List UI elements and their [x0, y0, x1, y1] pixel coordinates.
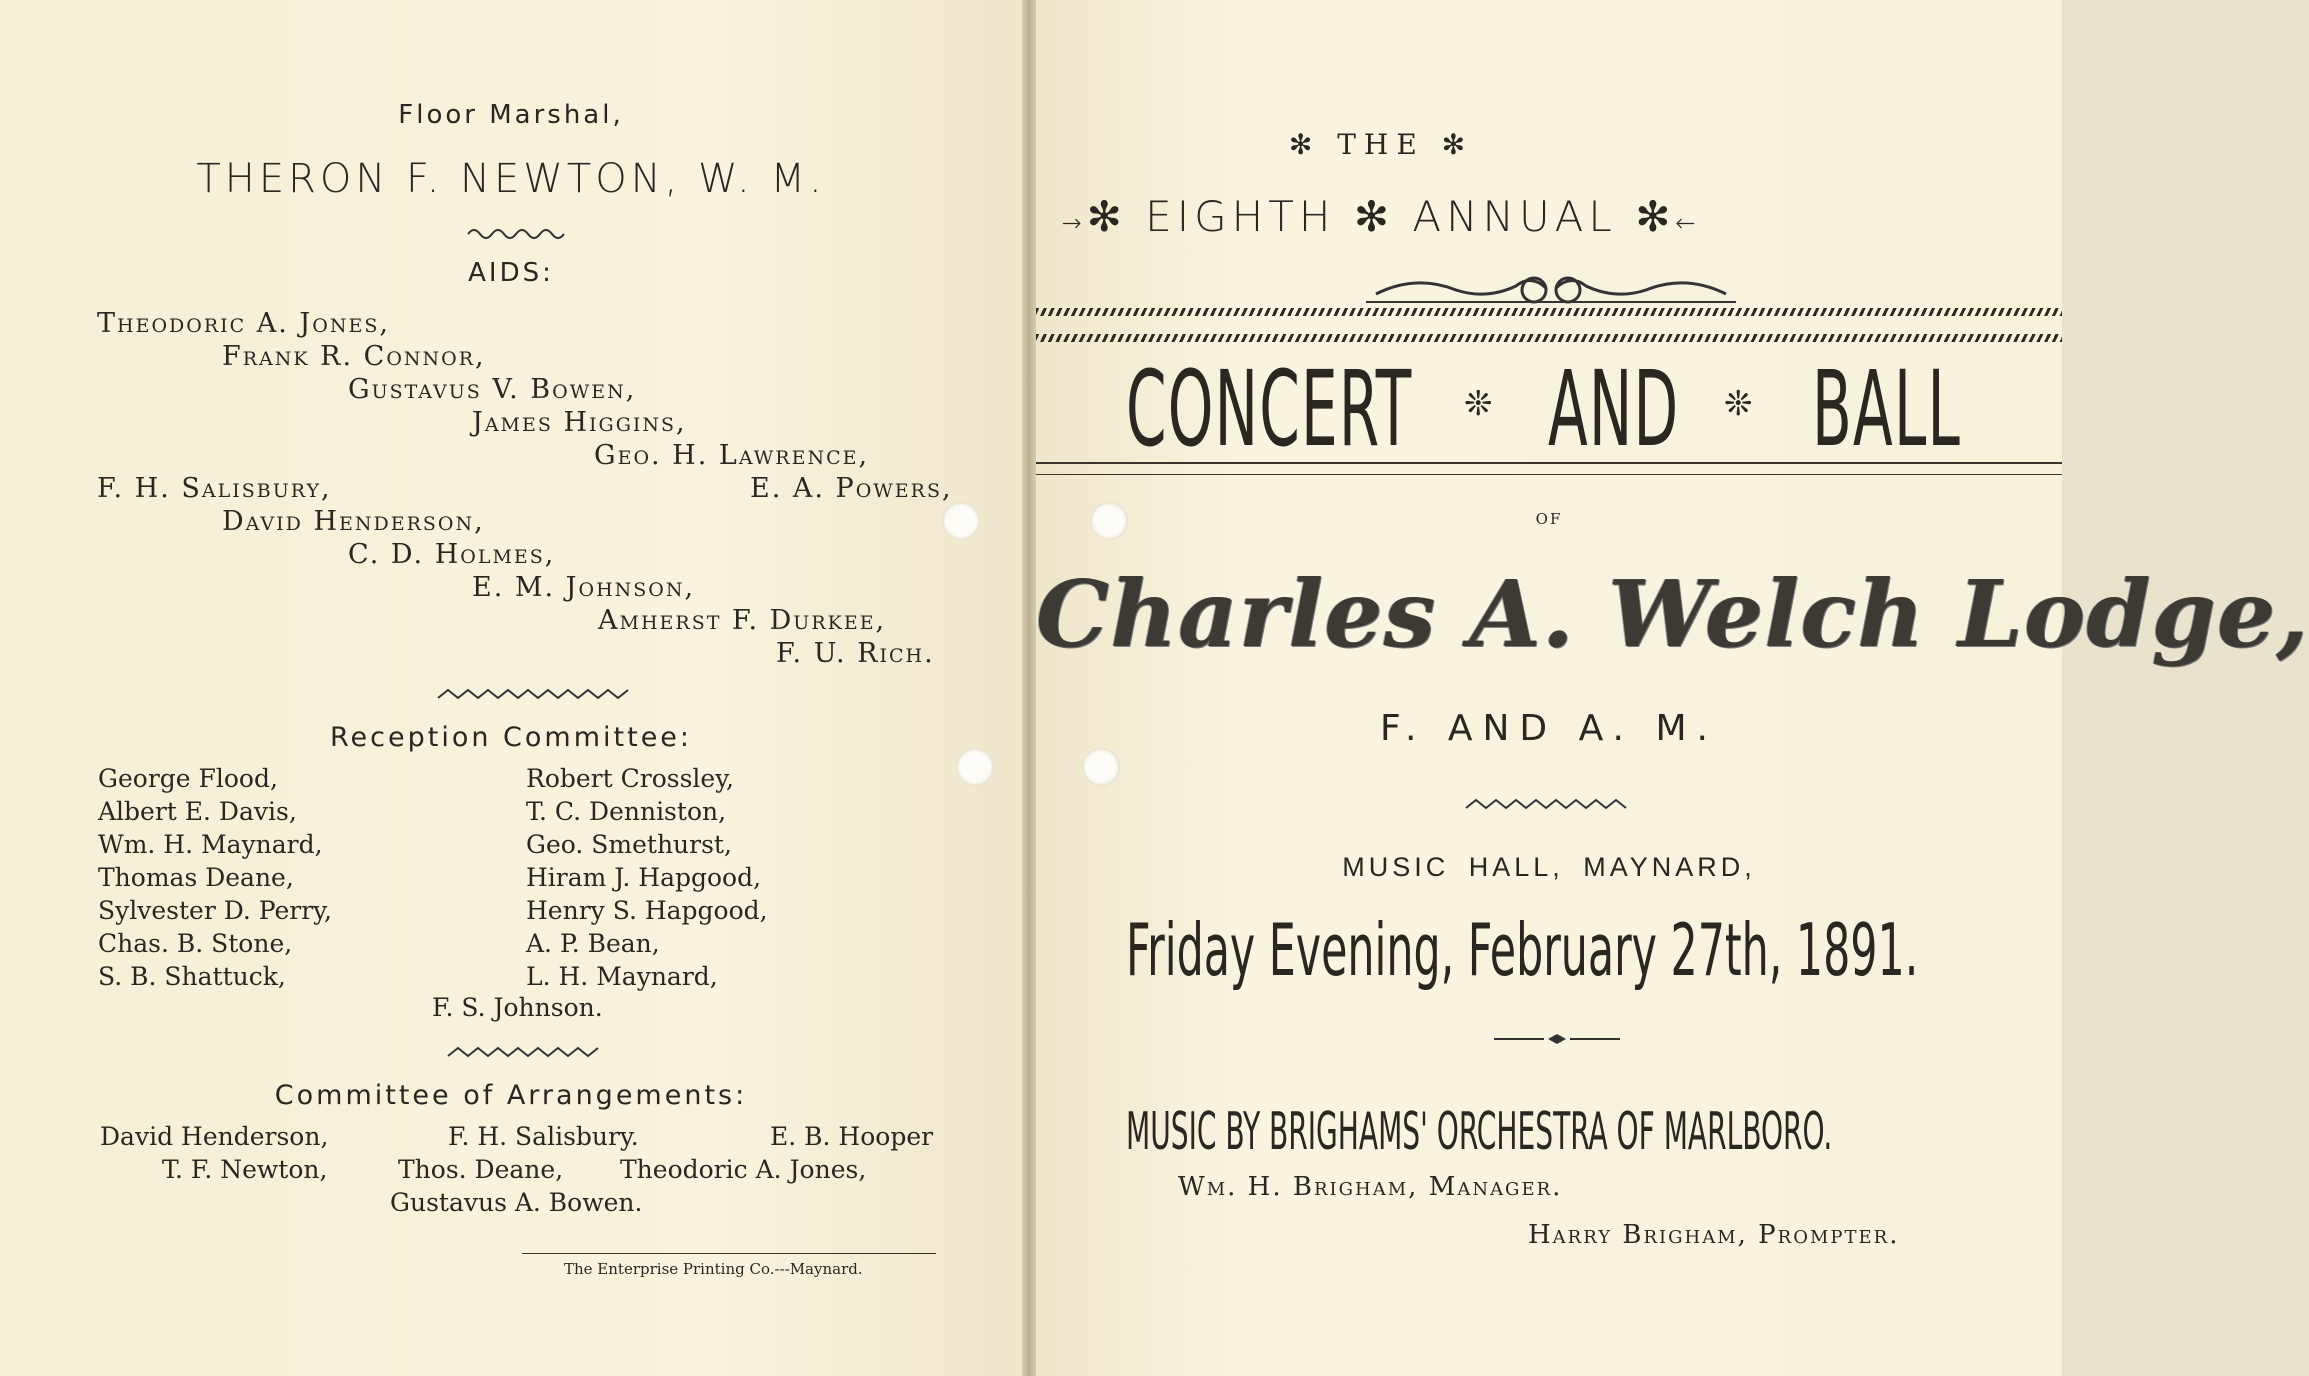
arrow-ornament: →: [1061, 209, 1087, 237]
lodge-name: Charles A. Welch Lodge,: [1036, 560, 2309, 668]
aid-name: E. M. Johnson,: [472, 572, 696, 603]
aid-name: Geo. H. Lawrence,: [594, 440, 870, 471]
punch-hole: [956, 748, 994, 786]
committee-member: Sylvester D. Perry,: [98, 896, 332, 925]
committee-member: F. S. Johnson.: [432, 993, 603, 1022]
reception-column-1: [98, 762, 332, 993]
committee-member: E. B. Hooper: [770, 1122, 934, 1151]
committee-member: F. H. Salisbury.: [448, 1122, 639, 1151]
eighth-word: EIGHTH: [1145, 192, 1336, 241]
squiggle-ornament: [436, 688, 636, 702]
reception-committee-label: Reception Committee:: [329, 722, 693, 753]
arrangements-committee-label: Committee of Arrangements:: [274, 1080, 748, 1111]
heading-rule: [1036, 474, 2062, 475]
hatched-rule: [1036, 334, 2062, 342]
heading-rule: [1036, 462, 2062, 464]
squiggle-ornament: [466, 226, 566, 240]
music-credit: MUSIC BY BRIGHAMS' ORCHESTRA OF MARLBORO.: [1126, 1102, 1833, 1162]
squiggle-ornament: [446, 1046, 606, 1060]
aid-name: Gustavus V. Bowen,: [348, 374, 637, 405]
fam-heading: F. AND A. M.: [1380, 708, 1718, 749]
punch-hole: [1082, 748, 1120, 786]
arrow-ornament: ←: [1675, 209, 1701, 237]
prompter-credit: Harry Brigham, Prompter.: [1528, 1220, 1900, 1250]
venue: MUSIC HALL, MAYNARD,: [1342, 852, 1756, 882]
aid-name: David Henderson,: [222, 506, 485, 537]
reception-column-2: [526, 762, 768, 993]
committee-member: L. H. Maynard,: [526, 962, 718, 991]
event-date: Friday Evening, February 27th, 1891.: [1126, 908, 1919, 992]
committee-member: S. B. Shattuck,: [98, 962, 286, 991]
ball-word: BALL: [1812, 348, 1962, 470]
committee-member: T. F. Newton,: [162, 1155, 328, 1184]
committee-member: Geo. Smethurst,: [526, 830, 732, 859]
committee-member: George Flood,: [98, 764, 278, 793]
committee-member: A. P. Bean,: [526, 929, 660, 958]
committee-member: Wm. H. Maynard,: [98, 830, 323, 859]
printer-rule: [522, 1253, 936, 1254]
aid-name: E. A. Powers,: [750, 473, 953, 504]
aid-name: James Higgins,: [472, 407, 687, 438]
committee-member: David Henderson,: [100, 1122, 329, 1151]
the-heading: [1036, 128, 1726, 161]
punch-hole: [1090, 502, 1128, 540]
manager-credit: Wm. H. Brigham, Manager.: [1178, 1172, 1563, 1202]
aid-name: F. U. Rich.: [776, 638, 935, 669]
committee-member: Albert E. Davis,: [98, 797, 297, 826]
committee-member: Thos. Deane,: [398, 1155, 564, 1184]
floor-marshal-label: Floor Marshal,: [398, 100, 624, 130]
committee-member: Chas. B. Stone,: [98, 929, 293, 958]
aid-name: Amherst F. Durkee,: [598, 605, 887, 636]
divider-ornament: [1492, 1032, 1622, 1046]
star-ornament: ❊: [1464, 384, 1493, 424]
committee-member: Theodoric A. Jones,: [620, 1155, 867, 1184]
eighth-annual-heading: [1036, 192, 1726, 241]
aid-name: C. D. Holmes,: [348, 539, 556, 570]
aid-name: F. H. Salisbury,: [97, 473, 332, 504]
punch-hole: [942, 502, 980, 540]
committee-member: Robert Crossley,: [526, 764, 734, 793]
floor-marshal-name: THERON F. NEWTON, W. M.: [196, 156, 826, 202]
star-ornament: ✻: [1635, 192, 1676, 241]
committee-member: Gustavus A. Bowen.: [390, 1188, 643, 1217]
left-page: [0, 0, 1022, 1376]
aids-label: AIDS:: [468, 258, 554, 288]
squiggle-ornament: [1464, 798, 1634, 812]
of-word: OF: [1535, 510, 1563, 528]
printer-credit: The Enterprise Printing Co.---Maynard.: [564, 1260, 863, 1278]
star-ornament: ✻: [1288, 128, 1321, 161]
right-page: [1036, 0, 2309, 1376]
and-word: AND: [1548, 348, 1680, 470]
star-ornament: ✻: [1086, 192, 1127, 241]
committee-member: Thomas Deane,: [98, 863, 294, 892]
aid-name: Theodoric A. Jones,: [97, 308, 390, 339]
star-ornament: ✻: [1441, 128, 1474, 161]
committee-member: Henry S. Hapgood,: [526, 896, 768, 925]
star-ornament: ✻: [1353, 192, 1395, 241]
the-word: THE: [1337, 128, 1425, 161]
annual-word: ANNUAL: [1412, 192, 1617, 241]
concert-word: CONCERT: [1126, 348, 1413, 470]
committee-member: Hiram J. Hapgood,: [526, 863, 762, 892]
page-fold: [1022, 0, 1036, 1376]
committee-member: T. C. Denniston,: [526, 797, 727, 826]
hatched-rule: [1036, 308, 2062, 316]
scroll-ornament: [1356, 264, 1746, 310]
aid-name: Frank R. Connor,: [222, 341, 486, 372]
star-ornament: ❊: [1724, 384, 1753, 424]
